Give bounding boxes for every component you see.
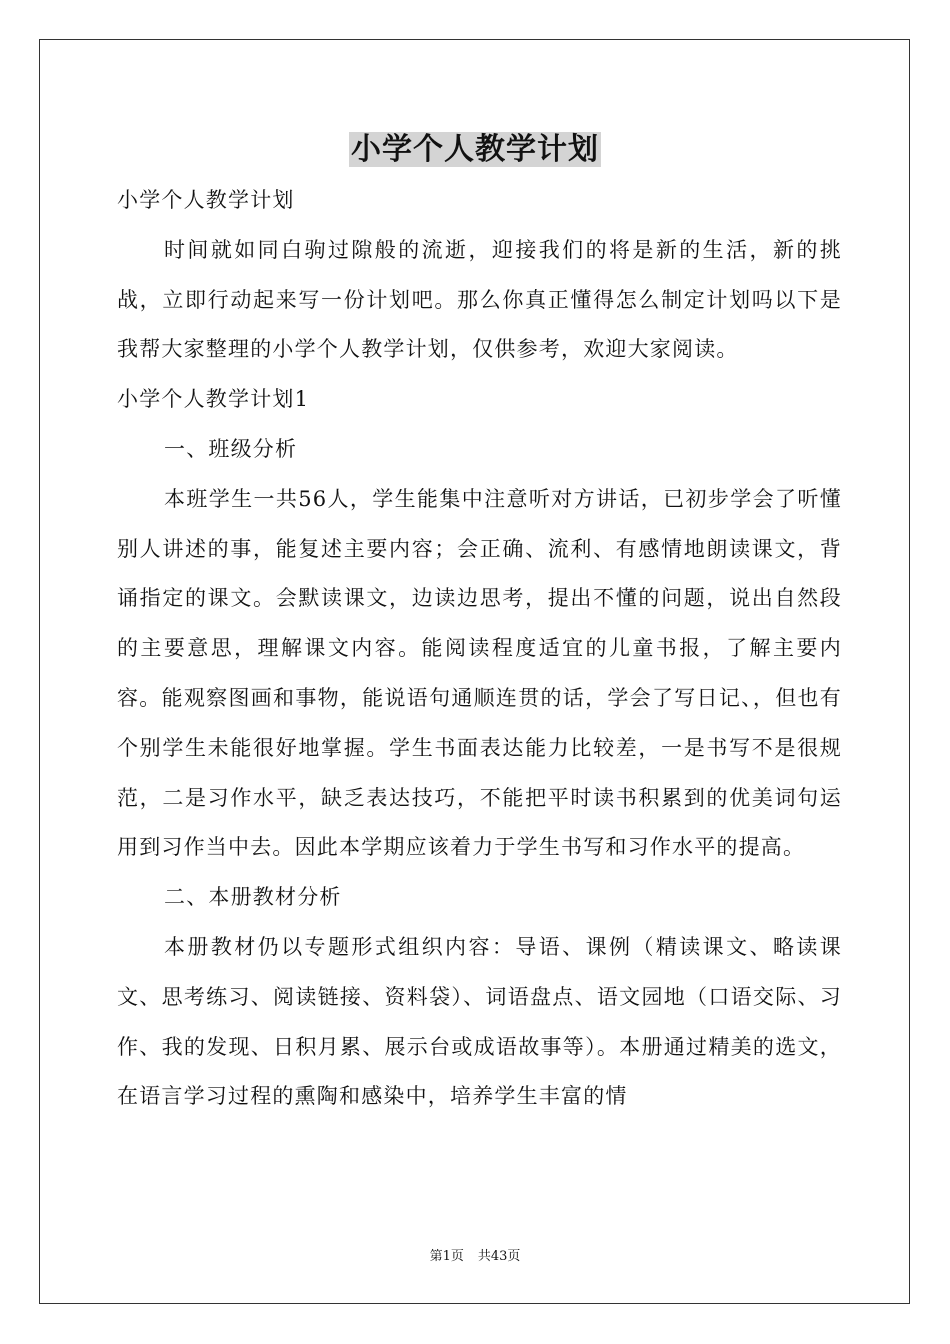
heading-class-analysis: 一、班级分析: [164, 436, 298, 461]
page-total: 共43页: [477, 1249, 521, 1264]
intro-paragraph: 时间就如同白驹过隙般的流逝，迎接我们的将是新的生活，新的挑战，立即行动起来写一份计划吧。那么你真正懂得怎么制定计划吗以下是我帮大家整理的小学个人教学计划，仅供参考，欢迎大家阅读。: [117, 237, 842, 362]
textbook-analysis-paragraph: 本册教材仍以专题形式组织内容：导语、课例（精读课文、略读课文、思考练习、阅读链接、资料袋）、词语盘点、语文园地（口语交际、习作、我的发现、日积月累、展示台或成语故事等）。本册通过精美的选文，在语言学习过程的熏陶和感染中，培养学生丰富的情: [117, 934, 842, 1109]
page-number: 第1页: [429, 1249, 464, 1264]
document-title-text: 小学个人教学计划: [351, 132, 599, 167]
page-footer: [0, 1248, 950, 1266]
heading-textbook-analysis: 二、本册教材分析: [164, 885, 342, 910]
subtitle-line: 小学个人教学计划: [117, 188, 295, 212]
document-body: [117, 176, 842, 1122]
section-title: 小学个人教学计划1: [117, 387, 310, 412]
document-title: [0, 128, 950, 172]
class-analysis-paragraph: 本班学生一共56人，学生能集中注意听对方讲话，已初步学会了听懂别人讲述的事，能复述主要内容；会正确、流利、有感情地朗读课文，背诵指定的课文。会默读课文，边读边思考，提出不懂的问题，说出自然段的主要意思，理解课文内容。能阅读程度适宜的儿童书报，了解主要内容。能观察图画和事物，能说语句通顺连贯的话，学会了写日记、，但也有个别学生未能很好地掌握。学生书面表达能力比较差，一是书写不是很规范，二是习作水平，缺乏表达技巧，不能把平时读书积累到的优美词句运用到习作当中去。因此本学期应该着力于学生书写和习作水平的提高。: [117, 486, 842, 860]
